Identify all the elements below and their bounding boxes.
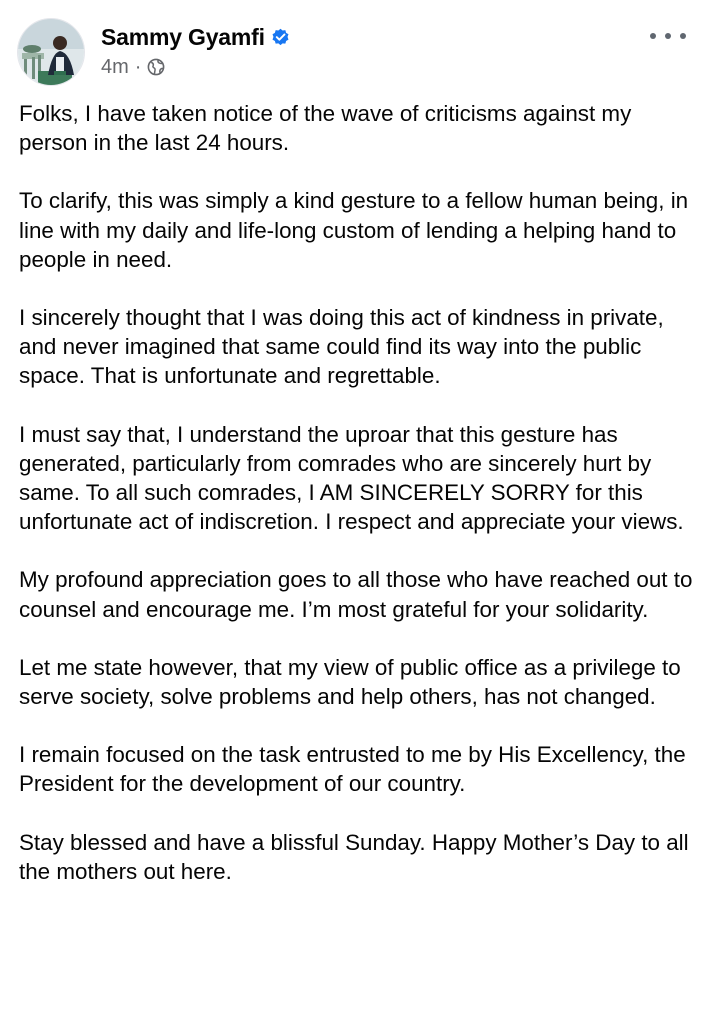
meta-separator: · bbox=[134, 55, 142, 78]
more-dot bbox=[665, 33, 671, 39]
more-options-icon[interactable] bbox=[650, 26, 686, 46]
author-name[interactable]: Sammy Gyamfi bbox=[101, 23, 265, 50]
more-dot bbox=[680, 33, 686, 39]
post-paragraph: Stay blessed and have a blissful Sunday. Happy Mother’s Day to all the mothers out here. bbox=[19, 829, 689, 884]
verified-badge-icon bbox=[271, 28, 290, 47]
avatar-photo bbox=[18, 19, 85, 86]
post-body bbox=[19, 99, 699, 886]
post-paragraph: To clarify, this was simply a kind gesture to a fellow human being, in line with my daily and life-long custom of lending a helping hand to people in need. bbox=[19, 188, 689, 272]
author-avatar[interactable] bbox=[17, 18, 85, 86]
post-timestamp[interactable]: 4m bbox=[101, 55, 129, 78]
more-dot bbox=[650, 33, 656, 39]
author-row bbox=[101, 22, 290, 52]
post-paragraph: I remain focused on the task entrusted to me by His Excellency, the President for the development of our country. bbox=[19, 742, 686, 797]
post-meta bbox=[101, 55, 165, 79]
post-paragraph: My profound appreciation goes to all those who have reached out to counsel and encourage me. I’m most grateful for your solidarity. bbox=[19, 567, 693, 622]
post-paragraph: Let me state however, that my view of public office as a privilege to serve society, solve problems and help others, has not changed. bbox=[19, 654, 681, 710]
post-paragraph: Folks, I have taken notice of the wave of criticisms against my person in the last 24 hours. bbox=[19, 101, 632, 156]
post-header bbox=[0, 0, 706, 96]
post-paragraph: I sincerely thought that I was doing this act of kindness in private, and never imagined that same could find its way into the public space. That is unfortunate and regrettable. bbox=[19, 305, 664, 389]
globe-icon[interactable] bbox=[147, 58, 165, 76]
post-paragraph: I must say that, I understand the uproar that this gesture has generated, particularly from comrades who are sincerely hurt by same. To all such comrades, I AM SINCERELY SORRY for this unfortunate act of indiscretion. I respect and appreciate your views. bbox=[19, 421, 684, 535]
